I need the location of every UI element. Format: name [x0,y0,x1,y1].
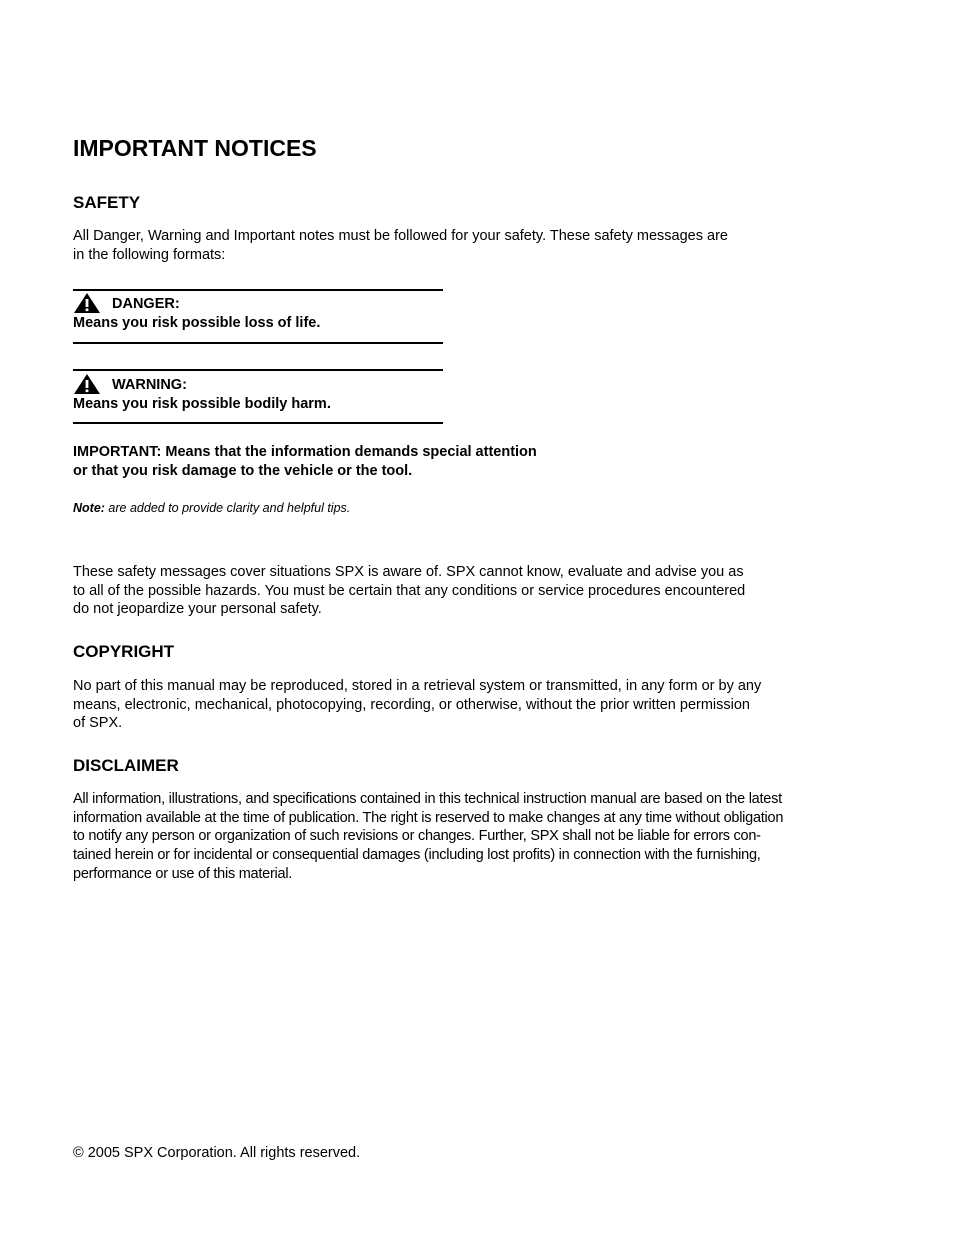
copyright-footer: © 2005 SPX Corporation. All rights reserved. [73,1145,361,1161]
paragraph-line: do not jeopardize your personal safety. [73,601,322,618]
note-label: Note: [73,501,105,515]
warning-bottom-rule [73,422,443,424]
important-line: or that you risk damage to the vehicle or the tool. [73,463,413,479]
safety-heading: SAFETY [73,193,141,212]
warning-label: WARNING: [112,377,187,393]
copyright-paragraph [73,677,843,733]
paragraph-line: No part of this manual may be reproduced, stored in a retrieval system or transmitted, in any form or by any [73,678,762,694]
note-line [73,500,350,517]
danger-label: DANGER: [112,296,180,312]
paragraph-line: These safety messages cover situations SPX is aware of. SPX cannot know, evaluate and advise you as [73,564,744,580]
paragraph-line: tained herein or for incidental or consequential damages (including lost profits) in connection with the furnishing, [73,847,761,864]
copyright-heading: COPYRIGHT [73,642,175,661]
safety-intro [73,227,843,264]
danger-bottom-rule [73,342,443,344]
paragraph-line: information available at the time of publication. The right is reserved to make changes at any time without obligation [73,809,784,826]
paragraph-line: to all of the possible hazards. You must be certain that any conditions or service procedures encountered [73,582,746,599]
safety-intro-line: All Danger, Warning and Important notes must be followed for your safety. These safety messages are [73,228,728,244]
paragraph-line: of SPX. [73,715,123,732]
important-line: IMPORTANT: Means that the information demands special attention [73,444,537,460]
safety-intro-line: in the following formats: [73,246,226,263]
disclaimer-paragraph [73,790,843,884]
important-notice [73,443,537,481]
paragraph-line: performance or use of this material. [73,865,293,882]
danger-text: Means you risk possible loss of life. [73,315,321,331]
paragraph-line: to notify any person or organization of such revisions or changes. Further, SPX shall not be liable for errors con- [73,828,761,845]
warning-text: Means you risk possible bodily harm. [73,396,331,412]
warning-top-rule [73,369,443,371]
danger-top-rule [73,289,443,291]
danger-header [73,292,373,314]
warning-triangle-icon [73,373,101,395]
page-title: IMPORTANT NOTICES [73,135,317,161]
safety-coverage-paragraph [73,563,843,619]
paragraph-line: All information, illustrations, and specifications contained in this technical instruction manual are based on the latest [73,791,782,807]
warning-header [73,373,373,395]
warning-triangle-icon [73,292,101,314]
disclaimer-heading: DISCLAIMER [73,756,179,775]
note-text: are added to provide clarity and helpful tips. [104,501,351,515]
paragraph-line: means, electronic, mechanical, photocopying, recording, or otherwise, without the prior written permission [73,696,750,713]
